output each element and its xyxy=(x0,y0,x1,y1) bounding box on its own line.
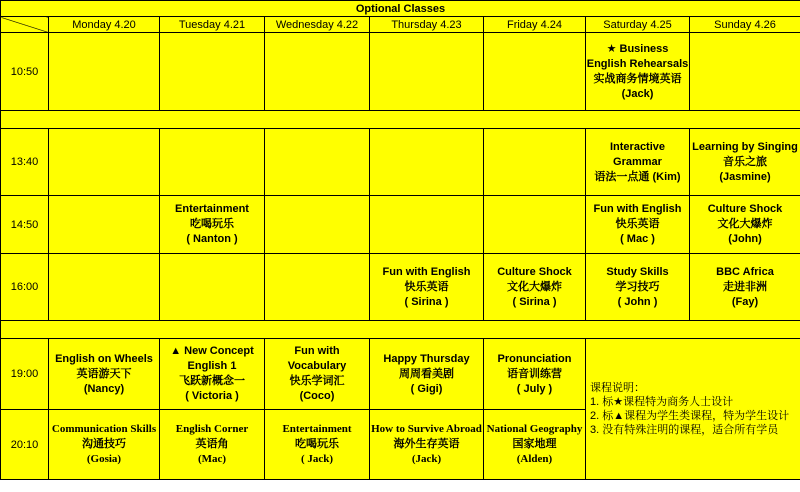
class-cell xyxy=(370,254,484,321)
day-header-sunday: Sunday 4.26 xyxy=(690,17,800,33)
class-title-cn: 走进非洲 xyxy=(723,280,767,293)
time-label: 14:50 xyxy=(1,196,49,254)
empty-cell xyxy=(49,129,160,196)
empty-cell xyxy=(370,33,484,111)
class-title-cn: 英语游天下 xyxy=(76,367,132,380)
class-teacher: (Coco) xyxy=(299,390,335,402)
class-cell xyxy=(586,196,690,254)
class-title: Fun with English xyxy=(382,265,471,278)
class-teacher: (Nancy) xyxy=(83,382,125,395)
class-title-cn: 周周看美剧 xyxy=(399,367,454,380)
class-title-cn: 学习技巧 xyxy=(615,280,660,293)
notes-item: 2. 标▲课程为学生类课程，特为学生设计 xyxy=(590,410,790,422)
empty-cell xyxy=(160,129,265,196)
class-title: Interactive Grammar xyxy=(609,140,666,168)
class-title: National Geography xyxy=(486,423,583,435)
class-teacher: (Fay) xyxy=(731,295,759,308)
class-title: ★ Business English Rehearsals xyxy=(586,42,689,70)
day-header-monday: Monday 4.20 xyxy=(49,17,160,33)
empty-cell xyxy=(484,33,586,111)
page-title: Optional Classes xyxy=(1,1,800,17)
day-header-wednesday: Wednesday 4.22 xyxy=(265,17,370,33)
day-header-tuesday: Tuesday 4.21 xyxy=(160,17,265,33)
class-title-cn: 吃喝玩乐 xyxy=(190,218,234,230)
class-title-cn: 快乐英语 xyxy=(615,218,660,230)
class-cell xyxy=(265,339,370,410)
class-title: ▲ New Concept English 1 xyxy=(170,345,254,372)
class-title: BBC Africa xyxy=(716,265,774,278)
class-cell xyxy=(265,410,370,480)
class-cell xyxy=(160,339,265,410)
class-teacher: ( John ) xyxy=(617,295,658,308)
class-title-cn: 快乐英语 xyxy=(404,280,449,293)
empty-cell xyxy=(160,254,265,321)
class-title: Culture Shock xyxy=(497,265,572,278)
class-title: How to Survive Abroad xyxy=(371,423,482,435)
class-title-cn: 语法一点通 (Kim) xyxy=(594,170,681,183)
class-title: Pronunciation xyxy=(497,352,572,365)
row-gap xyxy=(1,111,800,129)
time-label: 13:40 xyxy=(1,129,49,196)
class-cell xyxy=(370,410,484,480)
class-teacher: ( Jack) xyxy=(300,453,334,465)
class-cell xyxy=(690,196,800,254)
class-teacher: ( Sirina ) xyxy=(512,295,557,308)
class-teacher: ( Nanton ) xyxy=(186,233,238,245)
class-cell xyxy=(690,254,800,321)
day-header-saturday: Saturday 4.25 xyxy=(586,17,690,33)
time-label: 10:50 xyxy=(1,33,49,111)
time-label: 20:10 xyxy=(1,410,49,480)
class-title-cn: 实战商务情境英语 xyxy=(593,72,682,85)
class-teacher: (Jasmine) xyxy=(719,170,771,183)
class-title-cn: 快乐学词汇 xyxy=(289,375,345,387)
empty-cell xyxy=(49,33,160,111)
class-teacher: (John) xyxy=(728,233,762,245)
class-teacher: (Gosia) xyxy=(86,453,122,465)
class-title-cn: 沟通技巧 xyxy=(82,438,126,450)
class-teacher: ( Sirina ) xyxy=(404,295,449,308)
class-teacher: (Alden) xyxy=(516,453,553,465)
class-title: Fun with Vocabulary xyxy=(287,345,347,372)
class-cell xyxy=(160,410,265,480)
class-title-cn: 文化大爆炸 xyxy=(717,218,773,230)
class-title-cn: 英语角 xyxy=(195,438,229,450)
class-title: Culture Shock xyxy=(707,203,783,215)
class-title: Entertainment xyxy=(282,423,352,435)
time-label: 16:00 xyxy=(1,254,49,321)
empty-cell xyxy=(265,129,370,196)
class-cell xyxy=(484,254,586,321)
class-teacher: (Jack) xyxy=(411,453,442,465)
class-cell xyxy=(586,254,690,321)
class-cell xyxy=(49,410,160,480)
empty-cell xyxy=(690,33,800,111)
class-cell xyxy=(586,33,690,111)
empty-cell xyxy=(484,129,586,196)
class-title: Learning by Singing 音乐之旅 xyxy=(692,140,798,168)
empty-cell xyxy=(265,196,370,254)
row-gap xyxy=(1,321,800,339)
class-title-cn: 海外生存英语 xyxy=(393,438,460,450)
corner-cell xyxy=(1,17,49,33)
class-title: Entertainment xyxy=(175,203,249,215)
class-title-cn: 语音训练营 xyxy=(507,367,562,380)
time-label: 19:00 xyxy=(1,339,49,410)
class-title: English Corner xyxy=(175,423,249,435)
empty-cell xyxy=(370,129,484,196)
day-header-friday: Friday 4.24 xyxy=(484,17,586,33)
empty-cell xyxy=(160,33,265,111)
class-teacher: ( Mac ) xyxy=(620,233,655,245)
empty-cell xyxy=(265,254,370,321)
class-cell xyxy=(484,410,586,480)
notes-item: 1. 标★课程特为商务人士设计 xyxy=(590,396,734,408)
class-title: Study Skills xyxy=(606,265,669,278)
empty-cell xyxy=(484,196,586,254)
class-cell xyxy=(586,129,690,196)
course-notes xyxy=(586,339,800,480)
class-title: English on Wheels xyxy=(55,352,153,365)
class-teacher: ( Victoria ) xyxy=(185,390,239,402)
class-title: Fun with English xyxy=(593,203,682,215)
notes-heading: 课程说明： xyxy=(590,382,645,394)
class-cell xyxy=(160,196,265,254)
empty-cell xyxy=(49,196,160,254)
day-header-thursday: Thursday 4.23 xyxy=(370,17,484,33)
class-teacher: ( July ) xyxy=(516,382,553,395)
class-cell xyxy=(370,339,484,410)
class-cell xyxy=(484,339,586,410)
class-teacher: (Mac) xyxy=(197,453,227,465)
class-teacher: (Jack) xyxy=(621,87,654,100)
class-title-cn: 文化大爆炸 xyxy=(507,280,562,293)
empty-cell xyxy=(370,196,484,254)
class-cell xyxy=(690,129,800,196)
class-title-cn: 吃喝玩乐 xyxy=(295,438,339,450)
class-title: Communication Skills xyxy=(51,423,157,435)
class-cell xyxy=(49,339,160,410)
class-title: Happy Thursday xyxy=(383,352,470,365)
class-title-cn: 国家地理 xyxy=(512,438,557,450)
class-teacher: ( Gigi) xyxy=(410,382,443,395)
empty-cell xyxy=(49,254,160,321)
empty-cell xyxy=(265,33,370,111)
notes-item: 3. 没有特殊注明的课程，适合所有学员 xyxy=(590,424,779,436)
class-title-cn: 飞跃新概念一 xyxy=(179,375,245,387)
